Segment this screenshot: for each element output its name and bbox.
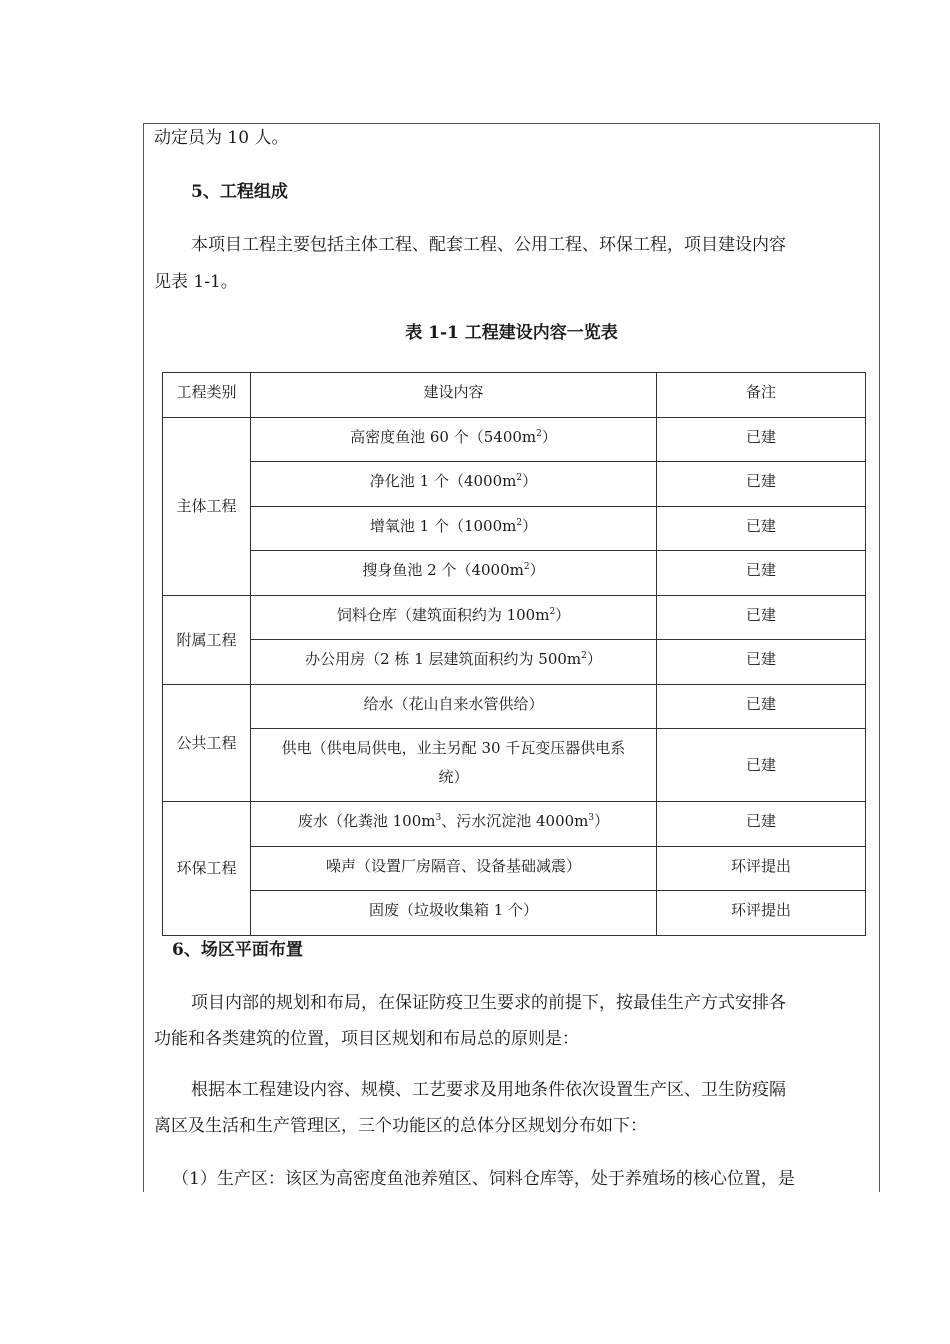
content-cell: 净化池 1 个$(4000m^2)$ [251,462,657,507]
note-cell: 已建 [657,507,866,551]
table-row [163,802,866,847]
content-cell: 增氧池 1 个$(1000m^2)$ [251,507,657,551]
construction-content-table [162,372,866,936]
content-cell: 噪声（设置厂房隔音、设备基础减震） [251,847,657,891]
table-row [163,640,866,685]
note-cell: 已建 [657,596,866,640]
category-cell-auxiliary: 附属工程 [163,596,251,685]
content-cell: 给水（花山自来水管供给） [251,685,657,729]
note-cell: 已建 [657,802,866,847]
content-cell: 供电（供电局供电，业主另配 30 千瓦变压器供电系 统） [251,729,657,802]
paragraph-layout-line-2: 功能和各类建筑的位置，项目区规划和布局总的原则是： [154,1029,579,1049]
content-cell: 固废（垃圾收集箱 1 个） [251,891,657,936]
content-cell: 废水（化粪池 $100m^3$、污水沉淀池 $4000m^3$） [251,802,657,847]
paragraph-project-composition-line-2: 见表 1-1。 [154,272,238,292]
note-cell: 已建 [657,685,866,729]
table-row [163,551,866,596]
table-row [163,847,866,891]
table-row [163,685,866,729]
category-cell-public: 公共工程 [163,685,251,802]
table-row [163,418,866,462]
table-row [163,507,866,551]
note-cell: 环评提出 [657,847,866,891]
table-header-row [163,373,866,418]
header-content: 建设内容 [251,373,657,418]
note-cell: 已建 [657,418,866,462]
note-cell: 已建 [657,640,866,685]
note-cell: 已建 [657,551,866,596]
paragraph-layout-line-1: 项目内部的规划和布局，在保证防疫卫生要求的前提下，按最佳生产方式安排各 [191,993,786,1013]
note-cell: 环评提出 [657,891,866,936]
table-row [163,596,866,640]
paragraph-staffing: 动定员为 10 人。 [154,128,289,148]
content-cell: 饲料仓库（建筑面积约为 $100m^2$） [251,596,657,640]
category-cell-main: 主体工程 [163,418,251,596]
document-frame [143,123,880,1192]
table-row [163,729,866,802]
note-cell: 已建 [657,462,866,507]
header-note: 备注 [657,373,866,418]
paragraph-zoning-line-2: 离区及生活和生产管理区，三个功能区的总体分区规划分布如下： [154,1116,647,1136]
content-cell: 办公用房（2 栋 1 层建筑面积约为 $500m^2$） [251,640,657,685]
section-5-heading: 5、工程组成 [191,182,288,202]
section-6-heading: 6、场区平面布置 [172,940,303,960]
table-row [163,462,866,507]
paragraph-zoning-line-1: 根据本工程建设内容、规模、工艺要求及用地条件依次设置生产区、卫生防疫隔 [191,1080,786,1100]
content-cell: 搜身鱼池 2 个$(4000m^2)$ [251,551,657,596]
category-cell-environmental: 环保工程 [163,802,251,936]
paragraph-production-area: （1）生产区：该区为高密度鱼池养殖区、饲料仓库等，处于养殖场的核心位置，是 [172,1169,795,1189]
table-row [163,891,866,936]
header-category: 工程类别 [163,373,251,418]
note-cell: 已建 [657,729,866,802]
paragraph-project-composition-line-1: 本项目工程主要包括主体工程、配套工程、公用工程、环保工程，项目建设内容 [191,235,786,255]
table-title: 表 1-1 工程建设内容一览表 [405,323,618,343]
content-cell: 高密度鱼池 60 个$(5400m^2)$ [251,418,657,462]
